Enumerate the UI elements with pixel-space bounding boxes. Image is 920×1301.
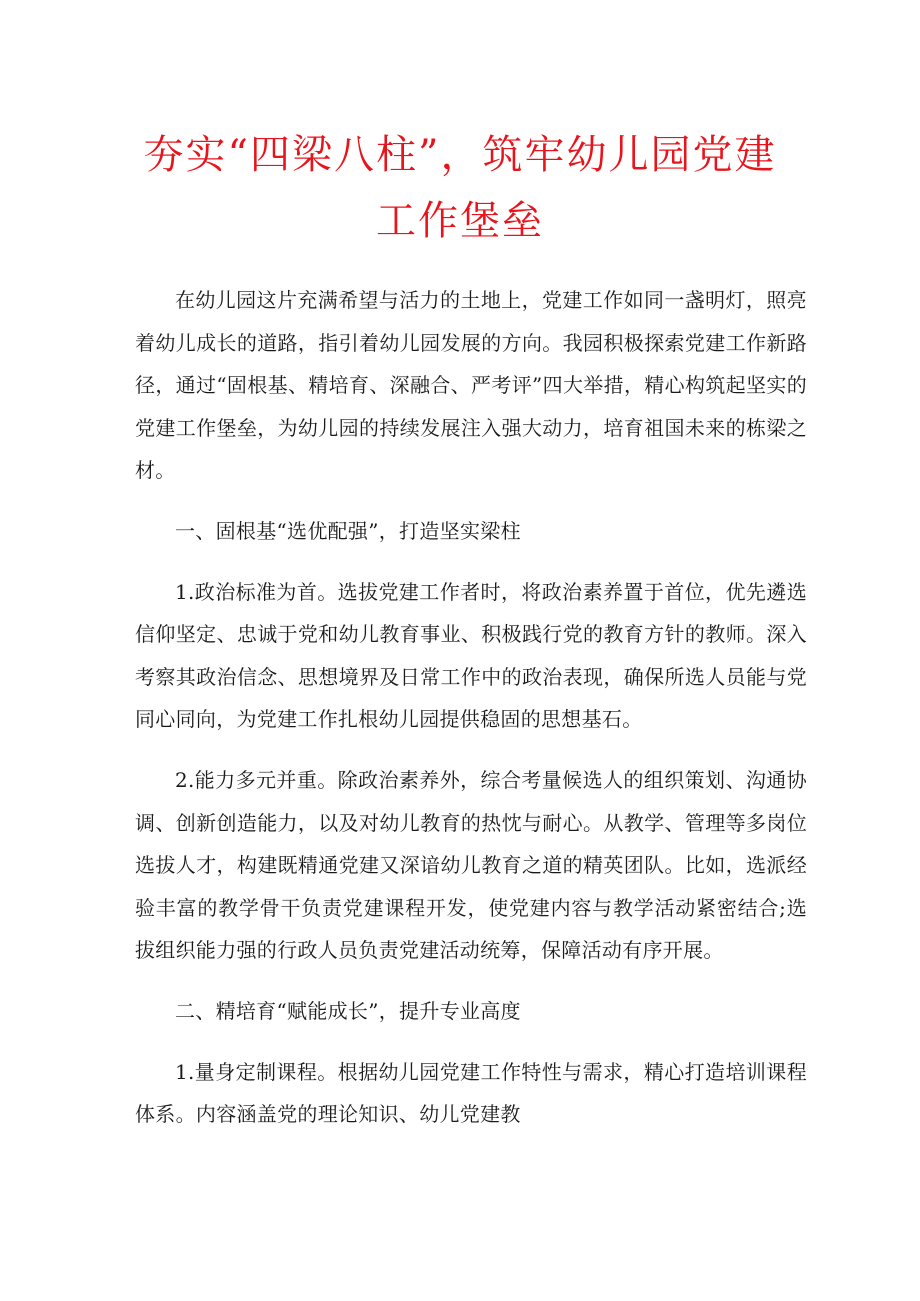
title-line-2: 工作堡垒 <box>376 198 544 244</box>
section-2-heading: 二、精培育“赋能成长”，提升专业高度 <box>175 998 521 1023</box>
section-2-item-1: 1.量身定制课程。根据幼儿园党建工作特性与需求，精心打造培训课程体系。内容涵盖党的理论知识、幼儿党建教 <box>135 1059 807 1127</box>
document-title <box>110 122 810 254</box>
title-line-1: 夯实“四梁八柱”，筑牢幼儿园党建 <box>143 132 777 178</box>
document-body <box>135 279 807 1136</box>
section-1-heading: 一、固根基“选优配强”，打造坚实梁柱 <box>175 518 521 543</box>
section-1-item-2: 2.能力多元并重。除政治素养外，综合考量候选人的组织策划、沟通协调、创新创造能力，以及对幼儿教育的热忱与耐心。从教学、管理等多岗位选拔人才，构建既精通党建又深谙幼儿教育之道的精英团队。比如，选派经验丰富的教学骨干负责党建课程开发，使党建内容与教学活动紧密结合;选拔组织能力强的行政人员负责党建活动统筹，保障活动有序开展。 <box>135 767 807 963</box>
intro-paragraph: 在幼儿园这片充满希望与活力的土地上，党建工作如同一盏明灯，照亮着幼儿成长的道路，指引着幼儿园发展的方向。我园积极探索党建工作新路径，通过“固根基、精培育、深融合、严考评”四大举措，精心构筑起坚实的党建工作堡垒，为幼儿园的持续发展注入强大动力，培育祖国未来的栋梁之材。 <box>135 288 807 483</box>
section-1-item-1: 1.政治标准为首。选拔党建工作者时，将政治素养置于首位，优先遴选信仰坚定、忠诚于党和幼儿教育事业、积极践行党的教育方针的教师。深入考察其政治信念、思想境界及日常工作中的政治表现，确保所选人员能与党同心同向，为党建工作扎根幼儿园提供稳固的思想基石。 <box>135 579 807 732</box>
